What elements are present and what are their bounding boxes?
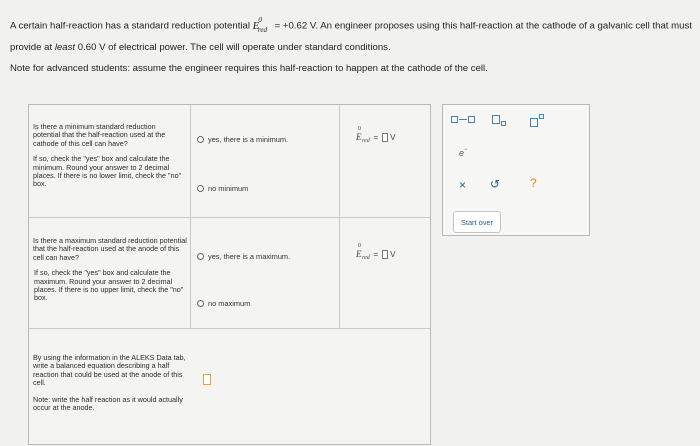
intro-text-4: 0.60 V of electrical power. The cell will operate under standard conditions. [77,41,391,53]
question-text: Is there a minimum standard reduction potential that the half-reaction used at the cathode of this cell can have? [33,122,166,148]
no-maximum-label: no maximum [208,299,251,308]
equals-sign: = [373,132,379,142]
advanced-note: Note for advanced students: assume the engineer requires this half-reaction to happen at the cathode of the cell. [10,62,488,74]
unit-label: V [390,132,396,142]
intro-text-2: An engineer proposes using this half-reaction at the cathode of a galvanic cell that [320,20,669,32]
maximum-input[interactable] [382,250,388,259]
no-minimum-radio[interactable] [197,185,204,192]
intro-text-1: A certain half-reaction has a standard reduction potential [10,20,250,32]
subscript-button[interactable] [492,115,506,124]
table-row [29,105,430,218]
no-maximum-radio[interactable] [197,300,204,307]
yes-minimum-radio[interactable] [197,136,204,143]
intro-text-3: must provide at [10,20,692,53]
maximum-equation [356,243,396,261]
problem-statement [10,14,698,77]
table-row [29,217,430,329]
question-cell [29,105,191,217]
yes-minimum-option[interactable] [197,135,288,144]
problem-text [10,14,698,56]
potential-value: = +0.62 V. [274,20,319,32]
minimum-equation [356,126,396,144]
superscript-button[interactable] [530,115,544,124]
help-icon[interactable]: ? [530,176,537,190]
e-red-symbol: E 0 red [356,126,370,144]
note-text: Note: write the half reaction as it would actually occur at the anode. [33,394,183,413]
undo-icon[interactable]: ↺ [490,177,501,191]
start-over-button[interactable]: Start over [453,211,501,233]
answer-table [28,104,431,445]
half-reaction-input[interactable] [203,374,211,385]
table-row [29,328,430,446]
minimum-value-cell [339,105,430,217]
reaction-arrow-icon [451,116,458,123]
maximum-value-cell [339,217,430,328]
tool-palette-extension [553,104,590,236]
instruction-text: If so, check the "yes" box and calculate the minimum. Round your answer to 2 decimal places. If there is no lower limit, check the "no" box. [33,154,182,189]
electron-button[interactable]: e − [459,147,468,158]
unit-label: V [390,249,396,259]
yes-maximum-label: yes, there is a maximum. [208,252,291,261]
no-minimum-option[interactable] [197,184,248,193]
minimum-input[interactable] [382,133,388,142]
no-maximum-option[interactable] [197,299,250,308]
superscript-icon [530,118,538,127]
yes-minimum-label: yes, there is a minimum. [208,135,289,144]
equals-sign: = [373,249,379,259]
question-text: Is there a maximum standard reduction potential that the half-reaction used at the anode of this cell can have? [33,236,187,262]
subscript-icon [492,115,500,124]
no-minimum-label: no minimum [208,184,249,193]
question-cell [29,217,191,328]
intro-emphasis: least [54,41,76,53]
question-cell [29,328,199,446]
potential-formula: $E^0_{red}$ [252,16,267,34]
question-text: By using the information in the ALEKS Data tab, write a balanced equation describing a half reaction that could be used at the anode of this cell. [33,353,186,388]
reaction-arrow-button[interactable] [451,116,475,123]
clear-icon[interactable]: × [459,178,467,192]
yes-maximum-radio[interactable] [197,253,204,260]
instruction-text: If so, check the "yes" box and calculate the maximum. Round your answer to 2 decimal places. If there is no upper limit, check the "no" box. [34,268,184,303]
e-red-symbol: E 0 red [356,243,370,261]
yes-maximum-option[interactable] [197,252,290,261]
